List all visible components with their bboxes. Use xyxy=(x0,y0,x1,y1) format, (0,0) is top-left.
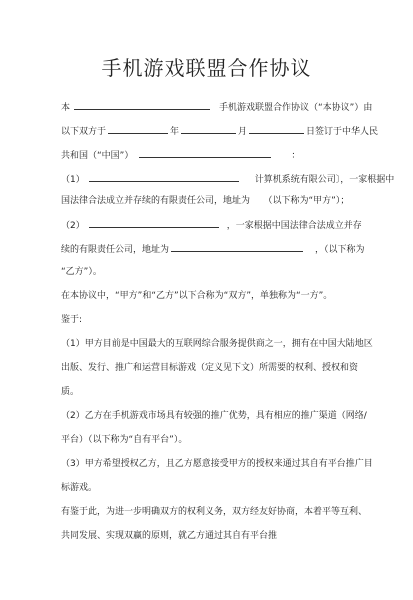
blank-party-a-name xyxy=(89,172,239,182)
text: 年 xyxy=(170,127,180,137)
blank-year xyxy=(108,124,168,134)
blank-agreement-party xyxy=(74,100,210,110)
page-title: 手机游戏联盟合作协议 xyxy=(101,56,312,80)
definition-line: 在本协议中，“甲方”和“乙方”以下合称为“双方”，单独称为“一方”。 xyxy=(61,291,333,301)
party-b-line-2 xyxy=(61,242,365,256)
text: ，（以下称为 xyxy=(315,245,365,255)
text: 月 xyxy=(238,127,248,137)
text: 共和国（“中国”） xyxy=(61,151,134,161)
blank-place xyxy=(139,148,271,158)
text: 以下双方于 xyxy=(61,127,107,137)
text: ： xyxy=(291,151,301,161)
intro-line-1 xyxy=(61,100,372,114)
recital-3-line-2: 标游戏。 xyxy=(61,483,98,493)
text: ，一家根据中国法律合法成立并存 xyxy=(226,221,362,231)
text: （1） xyxy=(61,175,85,185)
whereas-heading: 鉴于: xyxy=(61,315,83,325)
intro-line-2 xyxy=(61,124,378,138)
blank-party-b-name xyxy=(89,218,219,228)
party-b-line-1 xyxy=(61,218,362,232)
recital-2-line-1: （2）乙方在手机游戏市场具有较强的推广优势，具有相应的推广渠道（网络/ xyxy=(61,411,367,421)
closing-line-1: 有鉴于此，为进一步明确双方的权利义务，双方经友好协商，本着平等互利、 xyxy=(61,507,368,517)
blank-day xyxy=(249,124,304,134)
text: 本 xyxy=(61,103,71,113)
recital-1-line-2: 出版、发行、推广和运营目标游戏（定义见下文）所需要的权利、授权和资 xyxy=(61,363,359,373)
blank-party-b-address xyxy=(171,242,303,252)
text: 续的有限责任公司，地址为 xyxy=(61,245,170,255)
text: 日签订于中华人民 xyxy=(306,127,379,137)
recital-1-line-3: 质。 xyxy=(61,387,80,397)
text: 手机游戏联盟合作协议（“本协议”）由 xyxy=(219,103,373,113)
recital-2-line-2: 平台）（以下称为“自有平台”）。 xyxy=(61,435,188,445)
recital-3-line-1: （3）甲方希望授权乙方，且乙方愿意接受甲方的授权来通过其自有平台推广目 xyxy=(61,459,373,469)
text: （2） xyxy=(61,221,85,231)
party-a-line-1 xyxy=(61,172,394,186)
intro-line-3 xyxy=(61,148,300,162)
text: 计算机系统有限公司〕，一家根据中 xyxy=(254,175,395,185)
party-a-line-2: 国法律合法成立并存续的有限责任公司，地址为 （以下称为“甲方”）； xyxy=(61,196,350,206)
blank-month xyxy=(181,124,236,134)
closing-line-2: 共同发展、实现双赢的原则，就乙方通过其自有平台推 xyxy=(61,531,278,541)
party-b-line-3: “乙方”）。 xyxy=(61,267,102,277)
recital-1-line-1: （1）甲方目前是中国最大的互联网综合服务提供商之一，拥有在中国大陆地区 xyxy=(61,339,373,349)
